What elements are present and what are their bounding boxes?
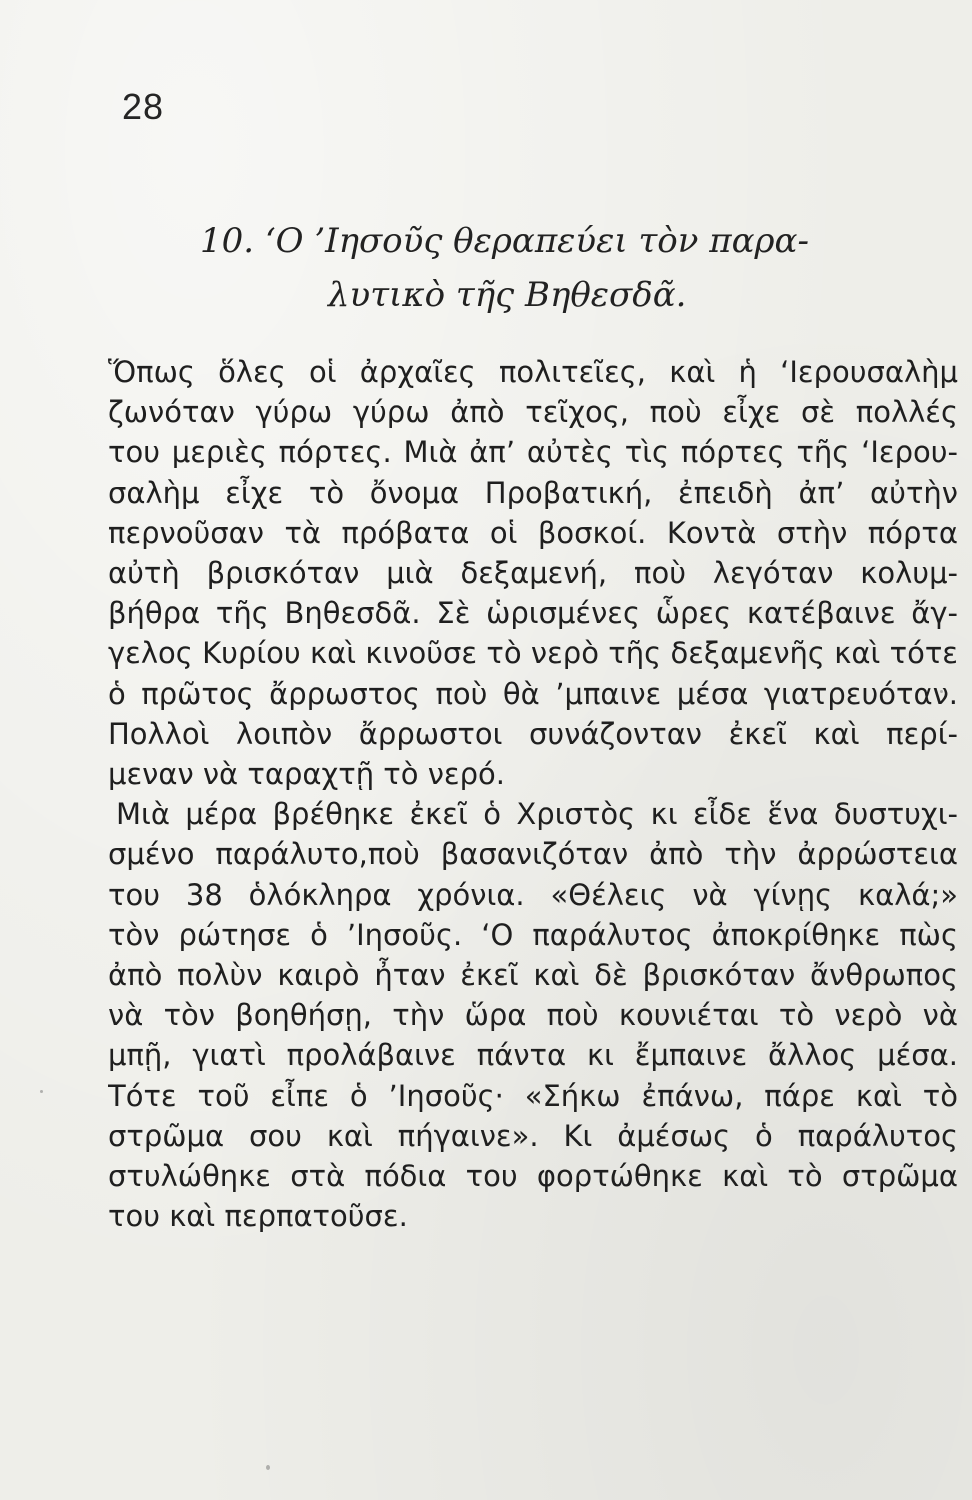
text-line: Τότε τοῦ εἶπε ὁ ’Ιησοῦς· «Σήκω ἐπάνω, πάρε καὶ τὸ <box>108 1078 958 1113</box>
page-number: 28 <box>122 86 165 127</box>
paragraph-1 <box>108 352 958 794</box>
text-line: νὰ τὸν βοηθήσῃ, τὴν ὥρα ποὺ κουνιέται τὸ νερὸ νὰ <box>108 998 958 1033</box>
text-line: μεναν νὰ ταραχτῇ τὸ νερό. <box>108 757 505 792</box>
text-line: του μεριὲς πόρτες. Μιὰ ἀπ’ αὐτὲς τὶς πόρτες τῆς ‘Ιερου- <box>108 435 958 470</box>
text-line: σαλὴμ εἶχε τὸ ὄνομα Προβατική, ἐπειδὴ ἀπ’ αὐτὴν <box>108 475 958 510</box>
text-line: γελος Κυρίου καὶ κινοῦσε τὸ νερὸ τῆς δεξαμενῆς καὶ τότε <box>108 636 958 671</box>
text-line: Μιὰ μέρα βρέθηκε ἐκεῖ ὁ Χριστὸς κι εἶδε ἕνα δυστυχι- <box>116 797 958 832</box>
text-line: περνοῦσαν τὰ πρόβατα οἱ βοσκοί. Κοντὰ στὴν πόρτα <box>108 515 958 550</box>
paper-speck <box>40 1090 43 1093</box>
text-line: σμένο παράλυτο,ποὺ βασανιζόταν ἀπὸ τὴν ἀρρώστεια <box>108 837 958 872</box>
text-line: Πολλοὶ λοιπὸν ἄρρωστοι συνάζονταν ἐκεῖ καὶ περί- <box>108 716 958 751</box>
paper-speck <box>940 690 943 693</box>
chapter-heading-line-2: λυτικὸ τῆς Βηθεσδᾶ. <box>328 275 687 315</box>
text-line: στρῶμα σου καὶ πήγαινε». Κι ἀμέσως ὁ παράλυτος <box>108 1118 958 1153</box>
text-line: τὸν ρώτησε ὁ ’Ιησοῦς. ‘Ο παράλυτος ἀποκρίθηκε πὼς <box>108 917 958 952</box>
paper-speck <box>266 1465 270 1470</box>
text-line: ὁ πρῶτος ἄρρωστος ποὺ θὰ ’μπαινε μέσα γιατρευόταν. <box>108 676 958 711</box>
paragraph-2 <box>108 794 958 1236</box>
body-text <box>108 352 958 1236</box>
chapter-heading <box>200 214 890 322</box>
text-line: μπῇ, γιατὶ προλάβαινε πάντα κι ἔμπαινε ἄλλος μέσα. <box>108 1038 958 1073</box>
text-line: αὐτὴ βρισκόταν μιὰ δεξαμενή, ποὺ λεγόταν κολυμ- <box>108 556 958 591</box>
text-line: του καὶ περπατοῦσε. <box>108 1199 408 1234</box>
text-line: ἀπὸ πολὺν καιρὸ ἦταν ἐκεῖ καὶ δὲ βρισκόταν ἄνθρωπος <box>108 958 958 993</box>
text-line: βήθρα τῆς Βηθεσδᾶ. Σὲ ὡρισμένες ὧρες κατέβαινε ἄγ- <box>108 596 958 631</box>
text-line: Ὅπως ὅλες οἱ ἀρχαῖες πολιτεῖες, καὶ ἡ ‘Ιερουσαλὴμ <box>108 355 958 389</box>
chapter-heading-line-1: 10. ‘Ο ’Ιησοῦς θεραπεύει τὸν παρα- <box>200 221 809 261</box>
text-line: στυλώθηκε στὰ πόδια του φορτώθηκε καὶ τὸ στρῶμα <box>108 1159 958 1194</box>
text-line: του 38 ὁλόκληρα χρόνια. «Θέλεις νὰ γίνῃς καλά;» <box>108 877 958 912</box>
text-line: ζωνόταν γύρω γύρω ἀπὸ τεῖχος, ποὺ εἶχε σὲ πολλές <box>108 395 958 430</box>
